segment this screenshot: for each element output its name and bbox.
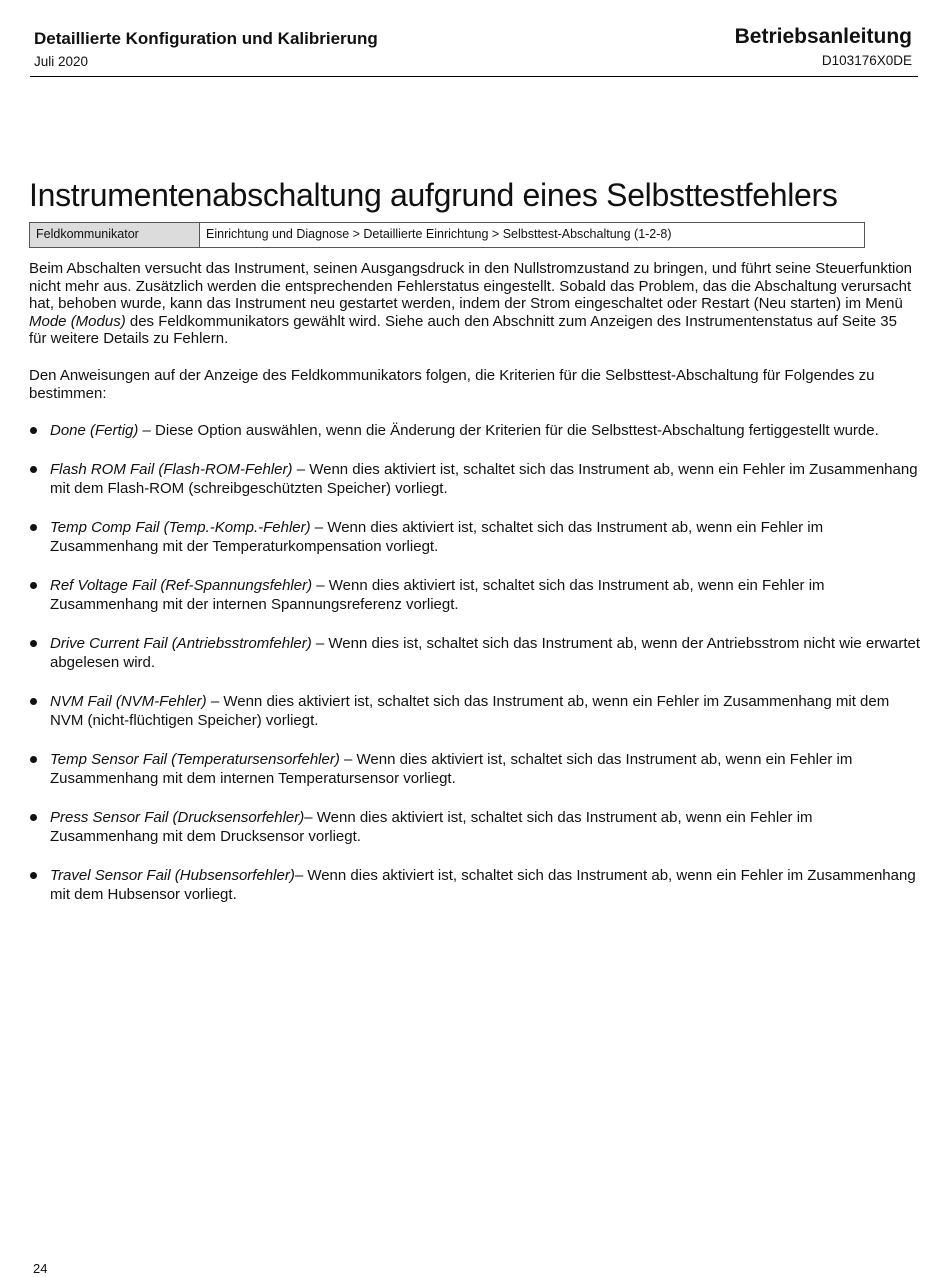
list-item xyxy=(29,692,921,731)
running-header-right xyxy=(735,24,912,70)
option-description: – Diese Option auswählen, wenn die Änderung der Kriterien für die Selbsttest-Abschaltung fertiggestellt wurde. xyxy=(138,422,879,439)
bullet-icon xyxy=(30,524,37,531)
list-item xyxy=(29,866,921,905)
page-number: 24 xyxy=(33,1261,48,1276)
document-number: D103176X0DE xyxy=(821,53,912,68)
bullet-icon xyxy=(30,814,37,821)
bullet-icon xyxy=(30,756,37,763)
bullet-icon xyxy=(30,582,37,589)
option-description: – Wenn dies aktiviert ist, schaltet sich das Instrument ab, wenn ein Fehler im Zusammenhang mit der Temperaturkompensation vorliegt. xyxy=(50,518,824,555)
fast-key-path: Einrichtung und Diagnose > Detaillierte Einrichtung > Selbsttest-Abschaltung (1-2-8) xyxy=(206,227,672,241)
option-description: – Wenn dies aktiviert ist, schaltet sich das Instrument ab, wenn ein Fehler im Zusammenhang mit der internen Spannungsreferenz vorliegt. xyxy=(50,576,825,613)
shutdown-criteria-list xyxy=(29,421,921,924)
option-term: Travel Sensor Fail (Hubsensorfehler) xyxy=(50,866,295,884)
manual-title: Betriebsanleitung xyxy=(734,25,912,48)
fast-key-label: Feldkommunikator xyxy=(30,223,200,247)
option-description: – Wenn dies aktiviert ist, schaltet sich das Instrument ab, wenn ein Fehler im Zusammenhang mit dem Hubsensor vorliegt. xyxy=(50,866,916,903)
bullet-icon xyxy=(30,427,37,434)
option-term: Temp Comp Fail (Temp.-Komp.-Fehler) xyxy=(50,518,311,536)
option-description: – Wenn dies aktiviert ist, schaltet sich das Instrument ab, wenn ein Fehler im Zusammenhang mit dem internen Temperatursensor vorliegt. xyxy=(50,750,853,787)
option-term: NVM Fail (NVM-Fehler) xyxy=(50,692,207,710)
option-description: – Wenn dies aktiviert ist, schaltet sich das Instrument ab, wenn ein Fehler im Zusammenhang mit dem NVM (nicht-flüchtigen Speicher) vorliegt. xyxy=(50,692,890,729)
section-heading: Instrumentenabschaltung aufgrund eines Selbsttestfehlers xyxy=(29,177,838,213)
option-term: Drive Current Fail (Antriebsstromfehler) xyxy=(50,634,312,652)
option-term: Press Sensor Fail (Drucksensorfehler) xyxy=(50,808,305,826)
option-description: – Wenn dies ist, schaltet sich das Instrument ab, wenn der Antriebsstrom nicht wie erwartet abgelesen wird. xyxy=(50,634,921,671)
list-item xyxy=(29,421,921,441)
intro-text-part2: des Feldkommunikators gewählt wird. Siehe auch den Abschnitt zum Anzeigen des Instrumentenstatus auf Seite 35 für weitere Details zu Fehlern. xyxy=(29,312,897,348)
list-item xyxy=(29,750,921,789)
running-header-left xyxy=(34,28,378,71)
option-description: – Wenn dies aktiviert ist, schaltet sich das Instrument ab, wenn ein Fehler im Zusammenhang mit dem Drucksensor vorliegt. xyxy=(50,808,813,845)
list-item xyxy=(29,518,921,557)
publication-date: Juli 2020 xyxy=(34,54,89,69)
mode-menu-name: Mode (Modus) xyxy=(29,312,126,330)
bullet-icon xyxy=(30,640,37,647)
fast-key-table xyxy=(29,222,865,248)
option-description: – Wenn dies aktiviert ist, schaltet sich das Instrument ab, wenn ein Fehler im Zusammenhang mit dem Flash-ROM (schreibgeschützten Speicher) vorliegt. xyxy=(50,460,918,497)
chapter-title: Detaillierte Konfiguration und Kalibrierung xyxy=(34,29,378,48)
option-term: Flash ROM Fail (Flash-ROM-Fehler) xyxy=(50,460,293,478)
option-term: Temp Sensor Fail (Temperatursensorfehler) xyxy=(50,750,340,768)
option-term: Done (Fertig) xyxy=(50,422,139,439)
header-divider xyxy=(30,76,918,77)
bullet-icon xyxy=(30,872,37,879)
intro-text-part1: Beim Abschalten versucht das Instrument, seinen Ausgangsdruck in den Nullstromzustand zu bringen, und führt seine Steuerfunktion nicht mehr aus. Zusätzlich werden die entsprechenden Fehlerstatus eingestellt. Sobald das Problem, das die Abschaltung verursacht hat, behoben wurde, kann das Instrument neu gestartet werden, indem der Strom eingeschaltet oder Restart (Neu starten) im Menü xyxy=(29,260,913,313)
bullet-icon xyxy=(30,698,37,705)
list-item xyxy=(29,808,921,847)
intro-paragraph xyxy=(29,260,913,348)
option-term: Ref Voltage Fail (Ref-Spannungsfehler) xyxy=(50,576,313,594)
bullet-icon xyxy=(30,466,37,473)
instructions-paragraph: Den Anweisungen auf der Anzeige des Feldkommunikators folgen, die Kriterien für die Selbsttest-Abschaltung für Folgendes zu bestimmen: xyxy=(29,367,875,402)
list-item xyxy=(29,634,921,673)
list-item xyxy=(29,576,921,615)
list-item xyxy=(29,460,921,499)
